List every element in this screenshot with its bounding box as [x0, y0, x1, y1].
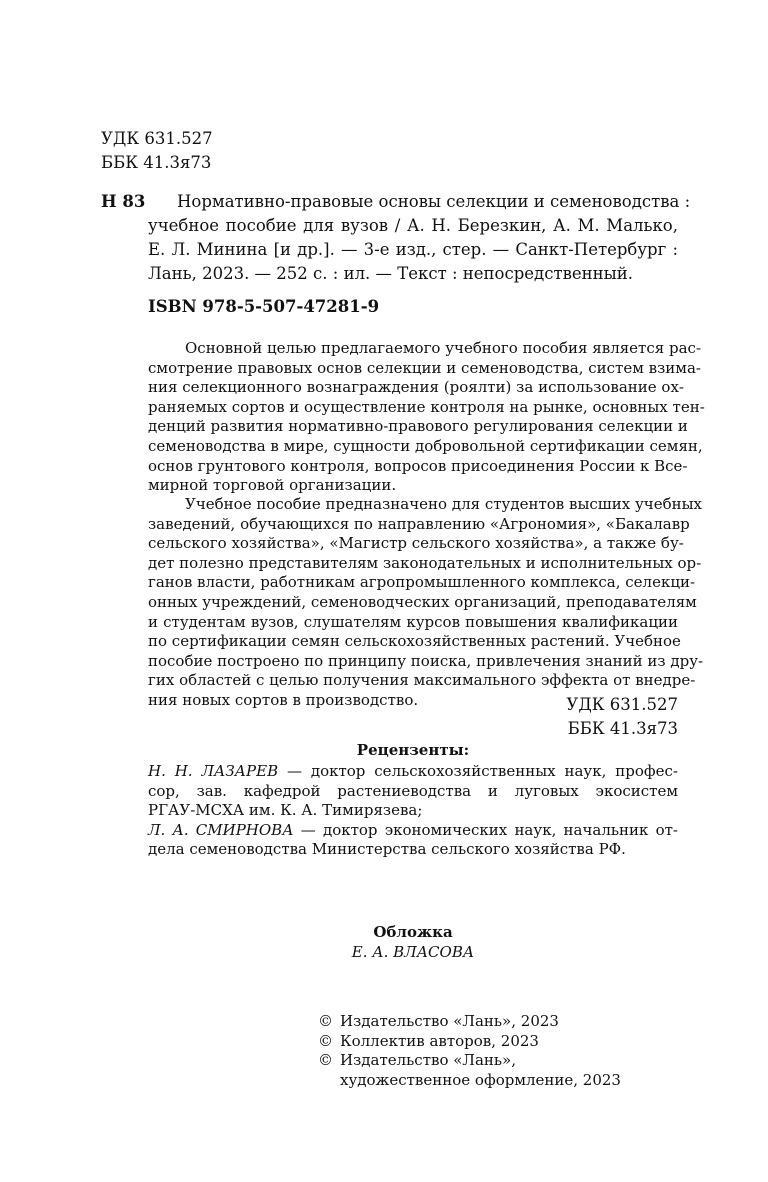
isbn: ISBN 978-5-507-47281-9	[148, 297, 380, 316]
abstract-line: смотрение правовых основ селекции и семеноводства, систем взима-	[148, 358, 701, 377]
reviewers-block	[148, 762, 678, 860]
bib-description	[177, 190, 691, 214]
reviewers-heading: Рецензенты:	[356, 741, 470, 759]
reviewer-2-line: Л. А. СМИРНОВА — доктор экономических наук, начальник от-	[148, 820, 678, 839]
copyright-icon: ©	[318, 1012, 333, 1030]
copyright-line: художественное оформление, 2023	[340, 1070, 621, 1089]
udk-top: УДК 631.527	[101, 129, 213, 148]
abstract-line: семеноводства в мире, сущности добровольной сертификации семян,	[148, 436, 703, 455]
udk-bottom: УДК 631.527	[566, 695, 678, 714]
bib-description-cont	[148, 214, 678, 286]
abstract-line: по сертификации семян сельскохозяйственных растений. Учебное	[148, 632, 681, 651]
bib-line: Е. Л. Минина [и др.]. — 3-е изд., стер. — Санкт-Петербург :	[148, 240, 678, 259]
cover-designer: Е. А. ВЛАСОВА	[351, 943, 475, 961]
abstract-line: мирной торговой организации.	[148, 476, 397, 495]
bib-line: учебное пособие для вузов / А. Н. Березкин, А. М. Малько,	[148, 216, 678, 235]
abstract-line: ния селекционного вознаграждения (роялти) за использование ох-	[148, 378, 684, 397]
reviewer-2-line: дела семеноводства Министерства сельского хозяйства РФ.	[148, 840, 626, 859]
reviewer-1-line: сор, зав. кафедрой растениеводства и луговых экосистем	[148, 781, 678, 800]
copyright-icon: ©	[318, 1051, 333, 1070]
abstract-line: Учебное пособие предназначено для студентов высших учебных	[185, 495, 703, 513]
reviewer-2-name: Л. А. СМИРНОВА	[148, 820, 294, 839]
abstract-line: заведений, обучающихся по направлению «Агрономия», «Бакалавр	[148, 514, 690, 533]
abstract-line: Основной целью предлагаемого учебного пособия является рас-	[185, 339, 702, 357]
reviewer-1-name: Н. Н. ЛАЗАРЕВ	[148, 762, 279, 780]
abstract-line: сельского хозяйства», «Магистр сельского хозяйства», а также бу-	[148, 534, 684, 553]
abstract-line: основ грунтового контроля, вопросов присоединения России к Все-	[148, 456, 688, 475]
abstract-line: онных учреждений, семеноводческих организаций, преподавателям	[148, 592, 697, 611]
abstract-line: ганов власти, работникам агропромышленного комплекса, селекци-	[148, 573, 696, 592]
author-mark: Н 83	[101, 192, 146, 211]
bbk-bottom: ББК 41.3я73	[567, 719, 678, 738]
cover-heading: Обложка	[373, 923, 453, 941]
abstract-line: гих областей с целью получения максимального эффекта от внедре-	[148, 671, 696, 690]
copyright-icon: ©	[318, 1031, 333, 1050]
copyright-block	[318, 1012, 678, 1090]
copyright-line: © Издательство «Лань», 2023	[318, 1012, 559, 1030]
reviewer-1-line: РГАУ-МСХА им. К. А. Тимирязева;	[148, 801, 423, 820]
abstract-paragraph-1	[148, 339, 705, 496]
reviewer-1-line: Н. Н. ЛАЗАРЕВ — доктор сельскохозяйственных наук, профес-	[148, 762, 678, 780]
bib-line: Нормативно-правовые основы селекции и семеноводства :	[177, 192, 691, 211]
abstract-line: ния новых сортов в производство.	[148, 690, 419, 709]
abstract-line: пособие построено по принципу поиска, привлечения знаний из дру-	[148, 651, 704, 670]
copyright-line: © Издательство «Лань»,	[318, 1051, 517, 1070]
bbk-top: ББК 41.3я73	[101, 153, 212, 172]
bib-line: Лань, 2023. — 252 с. : ил. — Текст : непосредственный.	[148, 264, 634, 283]
abstract-line: денций развития нормативно-правового регулирования селекции и	[148, 417, 688, 436]
abstract-line: и студентам вузов, слушателям курсов повышения квалификации	[148, 612, 678, 631]
copyright-line: © Коллектив авторов, 2023	[318, 1031, 539, 1050]
abstract-paragraph-2	[148, 495, 704, 711]
abstract-line: дет полезно представителям законодательных и исполнительных ор-	[148, 553, 702, 572]
abstract-line: раняемых сортов и осуществление контроля на рынке, основных тен-	[148, 397, 705, 416]
